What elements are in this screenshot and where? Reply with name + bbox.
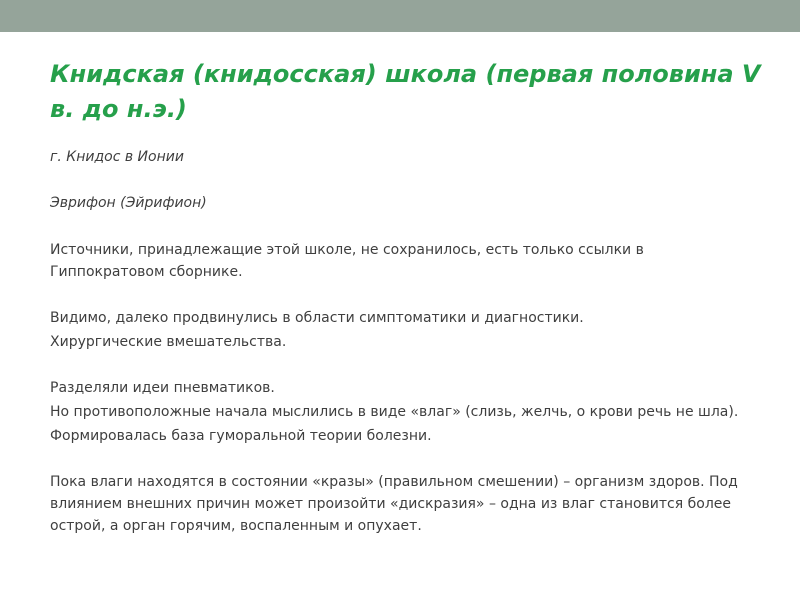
top-header-bar [0, 0, 800, 32]
humors-paragraph: Но противоположные начала мыслились в виде «влаг» (слизь, желчь, о крови речь не шла). [50, 404, 739, 420]
slide-body [50, 146, 750, 537]
slide-title: Книдская (книдосская) школа (первая половина V в. до н.э.) [50, 60, 761, 123]
surgery-paragraph: Хирургические вмешательства. [50, 334, 287, 350]
humoral-theory-paragraph: Формировалась база гуморальной теории болезни. [50, 428, 432, 444]
pneumatics-paragraph: Разделяли идеи пневматиков. [50, 380, 275, 396]
founder-line: Эврифон (Эйрифион) [50, 195, 207, 211]
city-line: г. Книдос в Ионии [50, 149, 184, 165]
krasis-paragraph: Пока влаги находятся в состоянии «кразы» (правильном смешении) – организм здоров. Под влиянием внешних причин может произойти «дискразия» – одна из влаг становится более острой, а орган горячим, воспаленным и опухает. [50, 474, 738, 534]
diagnostics-paragraph: Видимо, далеко продвинулись в области симптоматики и диагностики. [50, 310, 584, 326]
sources-paragraph: Источники, принадлежащие этой школе, не сохранилось, есть только ссылки в Гиппократовом сборнике. [50, 242, 644, 280]
